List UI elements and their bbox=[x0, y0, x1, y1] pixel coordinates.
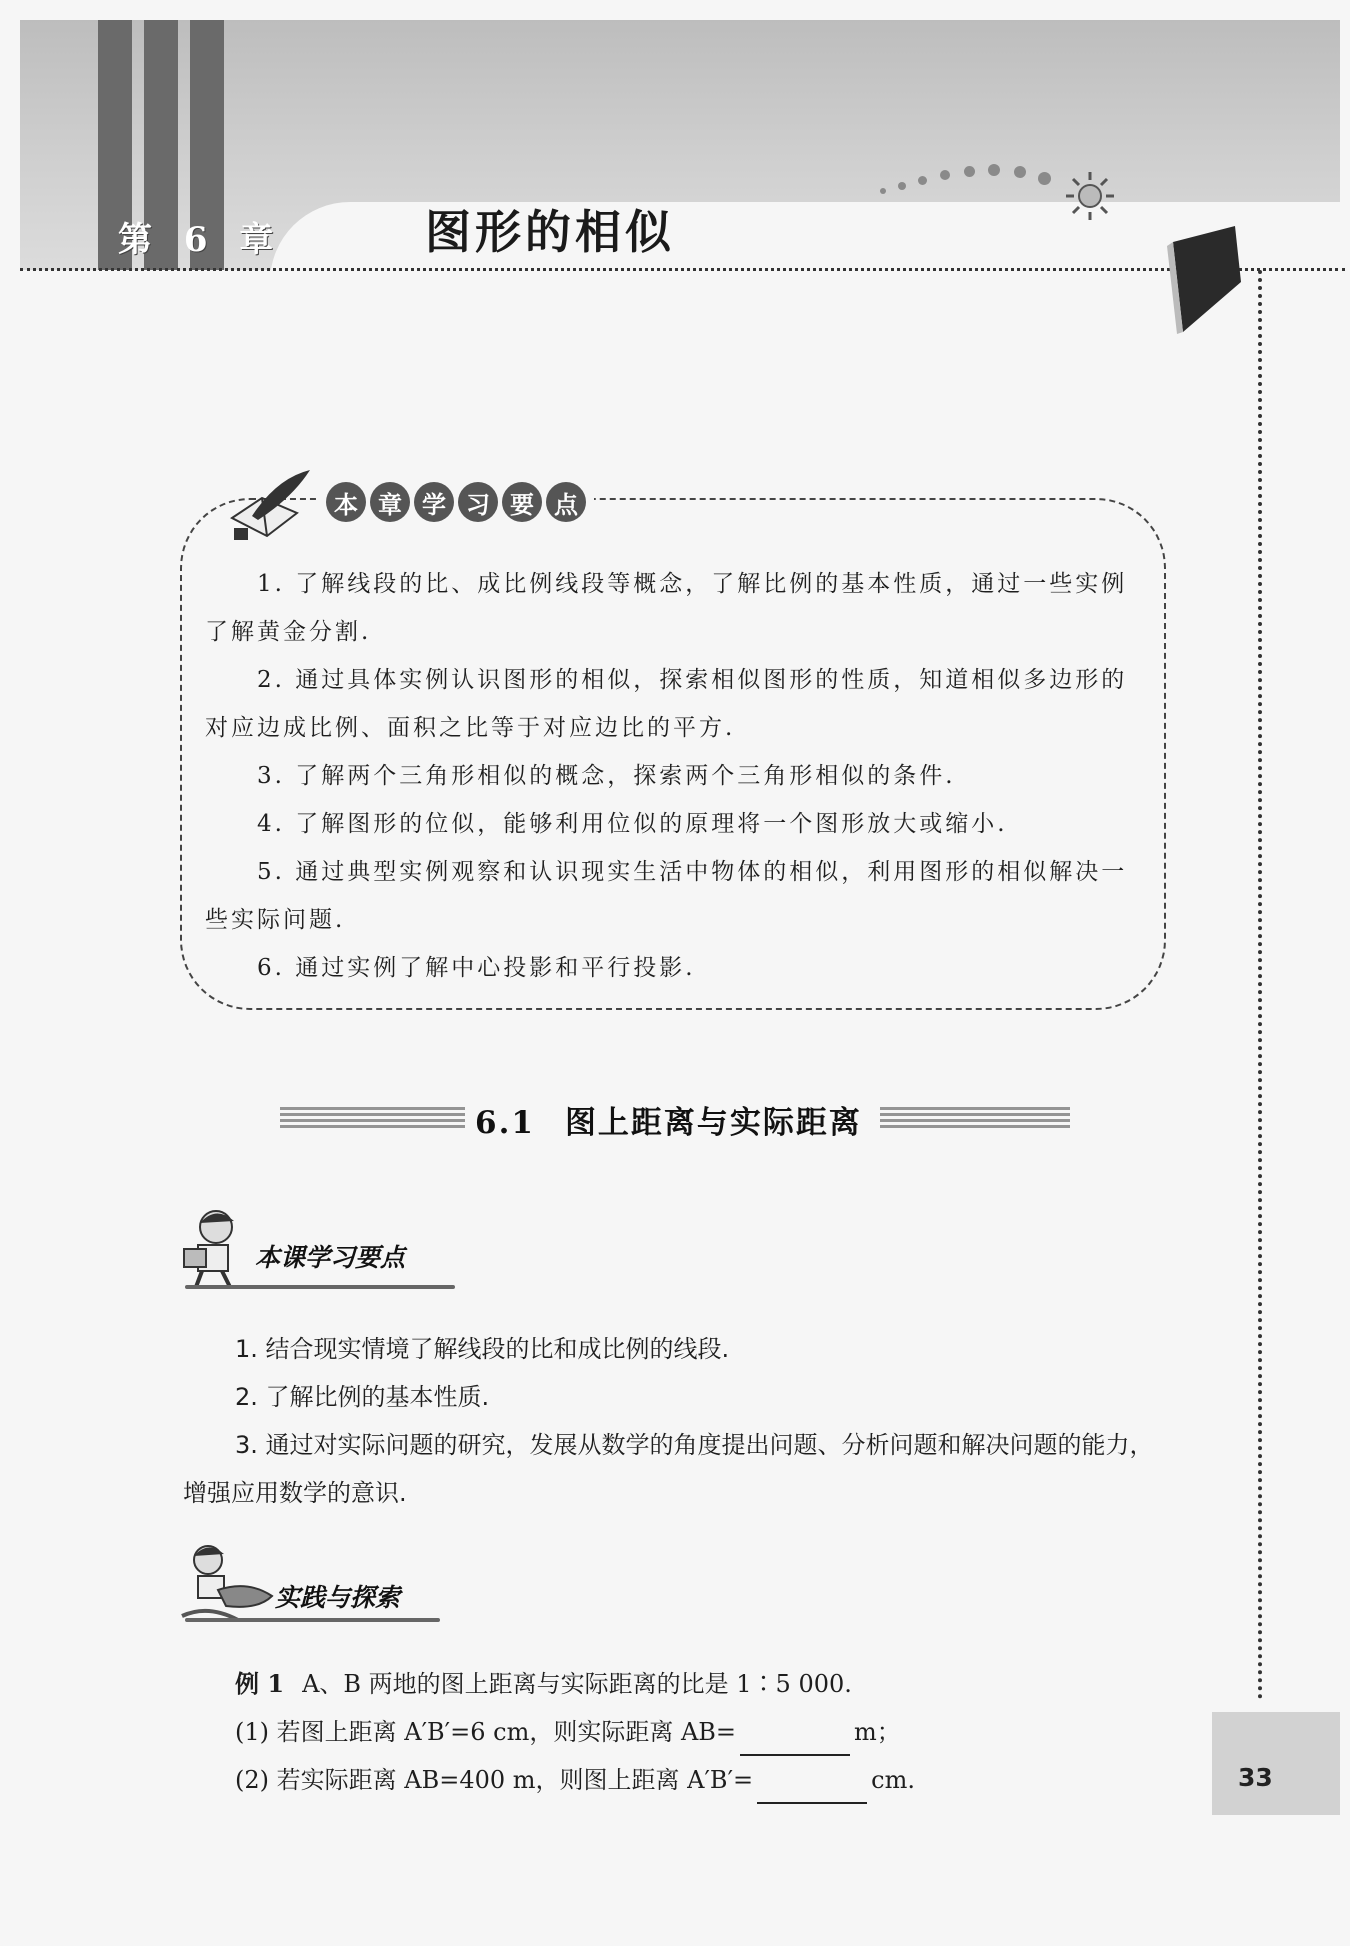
example-statement: A、B 两地的图上距离与实际距离的比是 1∶5 000. bbox=[302, 1670, 852, 1698]
sun-icon bbox=[1062, 168, 1118, 224]
chapter-points-list bbox=[205, 560, 1140, 992]
heading-char: 习 bbox=[458, 482, 498, 522]
example-block bbox=[183, 1660, 1163, 1804]
chapter-label: 第 6 章 bbox=[118, 220, 284, 260]
page-number-tab bbox=[1212, 1712, 1340, 1815]
chapter-point: 3. 了解两个三角形相似的概念，探索两个三角形相似的条件. bbox=[257, 763, 956, 789]
chapter-point: 4. 了解图形的位似，能够利用位似的原理将一个图形放大或缩小. bbox=[257, 811, 1008, 837]
heading-underline bbox=[185, 1285, 455, 1289]
section-title bbox=[475, 1097, 862, 1142]
reading-kid-icon bbox=[178, 1205, 258, 1293]
question-2-unit: cm. bbox=[871, 1766, 915, 1794]
section-title-text: 图上距离与实际距离 bbox=[564, 1105, 862, 1141]
page-number: 33 bbox=[1238, 1763, 1273, 1792]
chapter-point: 5. 通过典型实例观察和认识现实生活中物体的相似，利用图形的相似解决一些实际问题. bbox=[205, 859, 1128, 933]
question-2-text: (2) 若实际距离 AB=400 m，则图上距离 A′B′= bbox=[235, 1766, 754, 1794]
chapter-points-heading bbox=[318, 482, 594, 522]
chapter-point: 1. 了解线段的比、成比例线段等概念，了解比例的基本性质，通过一些实例了解黄金分割. bbox=[205, 571, 1128, 645]
chapter-point: 2. 通过具体实例认识图形的相似，探索相似图形的性质，知道相似多边形的对应边成比例、面积之比等于对应边比的平方. bbox=[205, 667, 1128, 741]
heading-char: 要 bbox=[502, 482, 542, 522]
chapter-point: 6. 通过实例了解中心投影和平行投影. bbox=[257, 955, 696, 981]
question-1 bbox=[183, 1708, 1163, 1756]
practice-heading: 实践与探索 bbox=[275, 1583, 401, 1612]
answer-blank-2[interactable] bbox=[757, 1772, 867, 1804]
lesson-point: 1. 结合现实情境了解线段的比和成比例的线段. bbox=[235, 1335, 730, 1363]
question-1-text: (1) 若图上距离 A′B′=6 cm，则实际距离 AB= bbox=[235, 1718, 737, 1746]
margin-dotted-rule bbox=[1258, 270, 1262, 1700]
section-number: 6.1 bbox=[475, 1105, 535, 1141]
question-2 bbox=[183, 1756, 1163, 1804]
book-quill-icon bbox=[222, 468, 312, 548]
chapter-title: 图形的相似 bbox=[425, 205, 675, 259]
heading-char: 点 bbox=[546, 482, 586, 522]
title-rule-left bbox=[280, 1107, 465, 1129]
question-1-unit: m； bbox=[854, 1718, 901, 1746]
heading-underline bbox=[185, 1618, 440, 1622]
heading-char: 章 bbox=[370, 482, 410, 522]
lesson-points-list bbox=[183, 1325, 1173, 1517]
lesson-points-heading: 本课学习要点 bbox=[255, 1243, 406, 1272]
heading-char: 本 bbox=[326, 482, 366, 522]
example-statement-line bbox=[183, 1660, 1163, 1708]
lesson-point: 2. 了解比例的基本性质. bbox=[235, 1383, 490, 1411]
example-label: 例 1 bbox=[235, 1669, 285, 1698]
heading-char: 学 bbox=[414, 482, 454, 522]
book-corner-icon bbox=[1165, 222, 1245, 342]
header-dotted-rule bbox=[20, 268, 1345, 271]
answer-blank-1[interactable] bbox=[740, 1724, 850, 1756]
lesson-point: 3. 通过对实际问题的研究，发展从数学的角度提出问题、分析问题和解决问题的能力，增强应用数学的意识. bbox=[183, 1431, 1154, 1507]
title-rule-right bbox=[880, 1107, 1070, 1129]
surfing-kid-icon bbox=[178, 1540, 274, 1630]
